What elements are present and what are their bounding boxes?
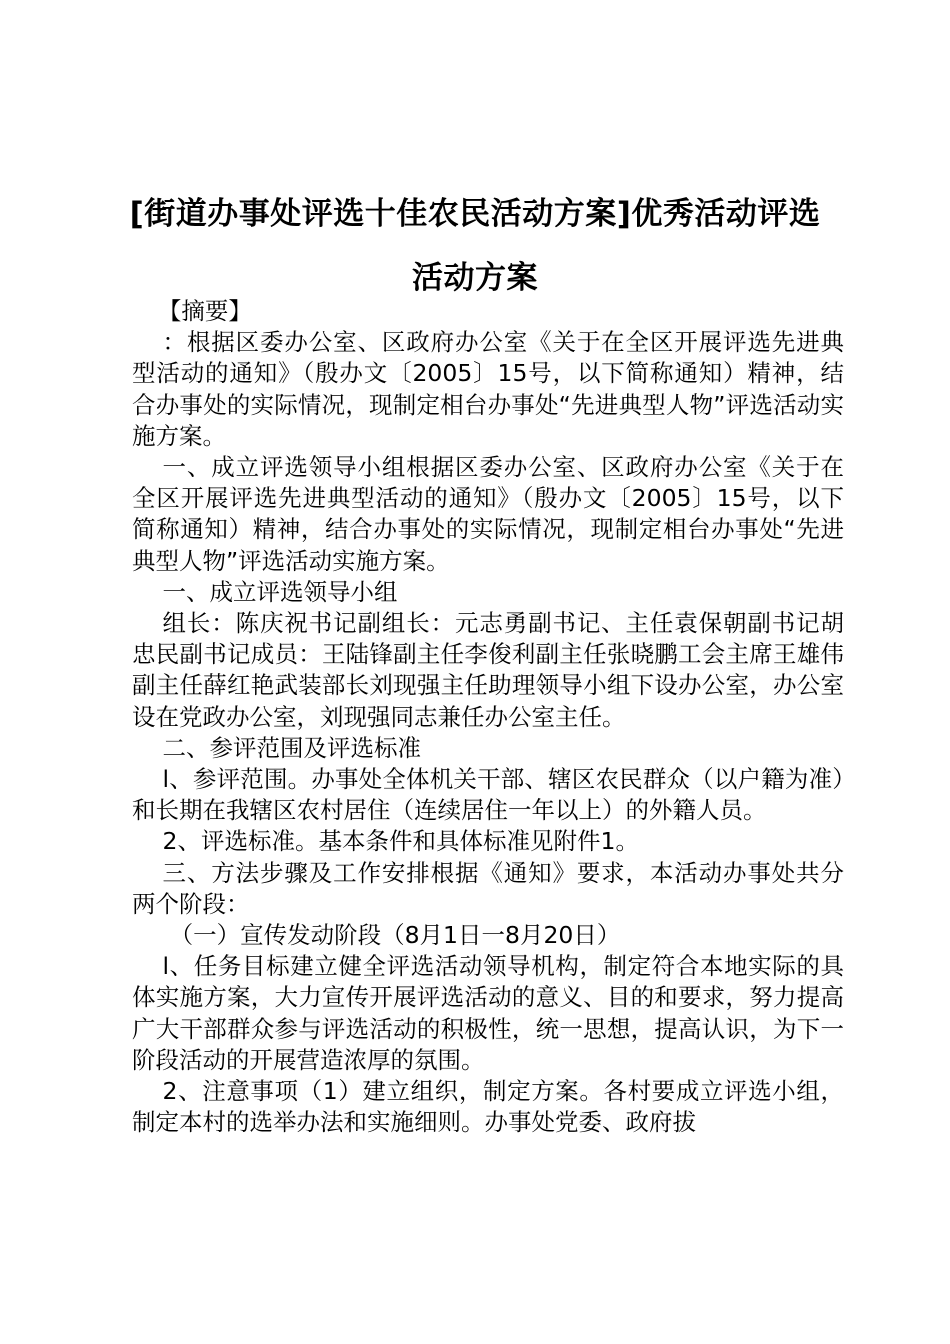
paragraph-section-1: 一、成立评选领导小组根据区委办公室、区政府办公室《关于在全区开展评选先进典型活动的通知》（殷办文〔2005〕15号，以下简称通知）精神，结合办事处的实际情况，现制定相台办事处“先进典型人物”评选活动实施方案。 xyxy=(132,453,844,575)
heading-leadership-group: 一、成立评选领导小组 xyxy=(162,577,398,606)
paragraph-standards: 2、评选标准。基本条件和具体标准见附件1。 xyxy=(162,827,639,856)
abstract-heading: 【摘要】 xyxy=(157,297,252,325)
document-body xyxy=(132,296,844,1138)
paragraph-task-goals: l、任务目标建立健全评选活动领导机构，制定符合本地实际的具体实施方案，大力宣传开展评选活动的意义、目的和要求，努力提高广大干部群众参与评选活动的积极性，统一思想，提高认识，为下一阶段活动的开展营造浓厚的氛围。 xyxy=(132,952,844,1074)
paragraph-scope: l、参评范围。办事处全体机关干部、辖区农民群众（以户籍为准）和长期在我辖区农村居住（连续居住一年以上）的外籍人员。 xyxy=(132,765,844,825)
paragraph-group-members: 组长：陈庆祝书记副组长：元志勇副书记、主任袁保朝副书记胡忠民副书记成员：王陆锋副主任李俊利副主任张晓鹏工会主席王雄伟副主任薛红艳武装部长刘现强主任助理领导小组下设办公室，办公室设在党政办公室，刘现强同志兼任办公室主任。 xyxy=(132,609,844,731)
paragraph-intro: ：根据区委办公室、区政府办公室《关于在全区开展评选先进典型活动的通知》（殷办文〔2005〕15号，以下简称通知）精神，结合办事处的实际情况，现制定相台办事处“先进典型人物”评选活动实施方案。 xyxy=(132,328,844,450)
document-title: [街道办事处评选十佳农民活动方案]优秀活动评选活动方案 xyxy=(129,196,821,296)
heading-scope-standards: 二、参评范围及评选标准 xyxy=(162,733,422,762)
paragraph-methods: 三、方法步骤及工作安排根据《通知》要求，本活动办事处共分两个阶段： xyxy=(132,858,844,918)
heading-stage-1: （一）宣传发动阶段（8月1日一8月20日） xyxy=(169,921,621,950)
paragraph-notes: 2、注意事项（1）建立组织，制定方案。各村要成立评选小组，制定本村的选举办法和实施细则。办事处党委、政府拔 xyxy=(132,1077,844,1137)
